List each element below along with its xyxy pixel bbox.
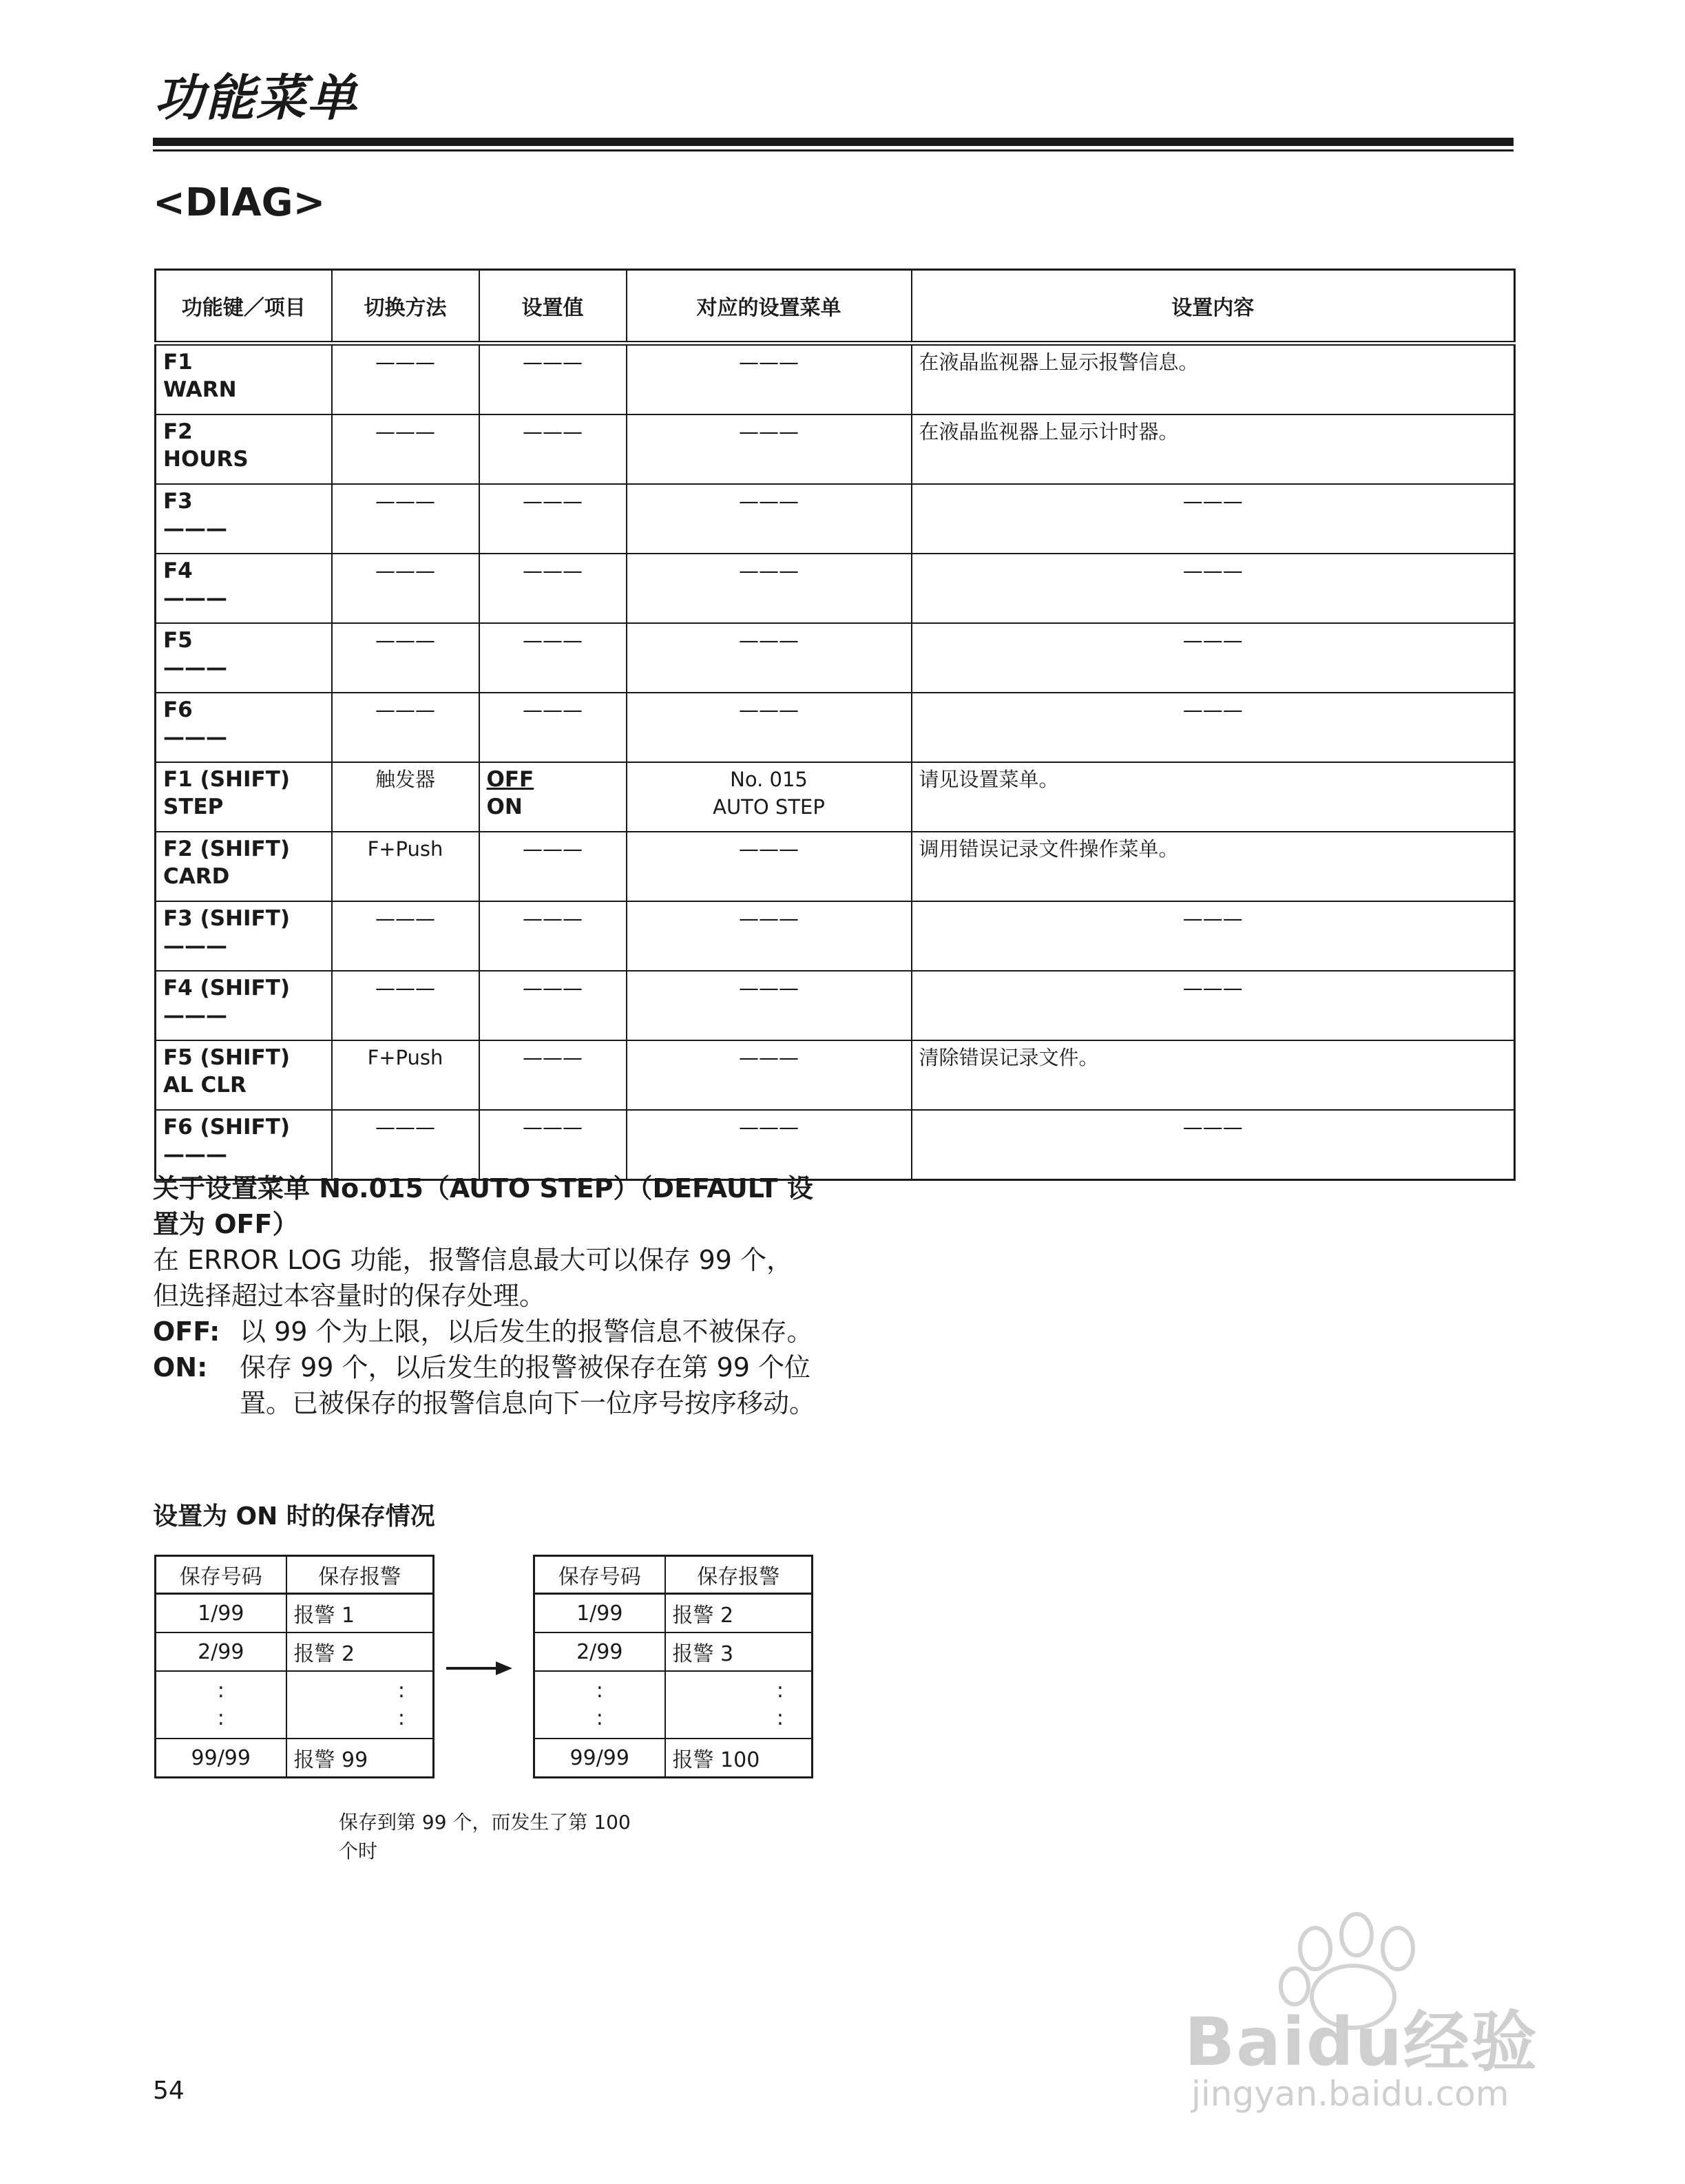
auto-step-note [153,1170,841,1421]
header-method: 切换方法 [332,270,479,344]
cell-key [156,1110,332,1180]
cell-value-text: ——— [523,350,583,374]
cell-dots [665,1671,813,1739]
cell-method [332,554,479,623]
cell-method-text: F+Push [367,837,443,861]
cell-menu-text: ——— [739,490,799,513]
cell-menu-text: ——— [739,976,799,1000]
note-body-line2: 但选择超过本容量时的保存处理。 [153,1281,546,1311]
page-number: 54 [153,2077,185,2105]
cell-content [912,484,1515,554]
cell-alarm: 报警 1 [286,1594,434,1633]
header-content: 设置内容 [912,270,1515,344]
cell-num: 2/99 [534,1632,665,1671]
watermark-url: jingyan.baidu.com [1191,2074,1509,2114]
cell-method [332,623,479,693]
header-menu: 对应的设置菜单 [627,270,912,344]
table-row [156,554,1515,623]
cell-key-text: F6 (SHIFT) [163,1115,291,1140]
cell-value [479,901,627,971]
on-text-line1: 保存 99 个，以后发生的报警被保存在第 99 个位 [240,1352,811,1383]
cell-key-text: ——— [163,516,227,541]
cell-menu [627,1110,912,1180]
cell-method-text: 触发器 [375,768,435,791]
cell-key-text: ——— [163,725,227,750]
cell-key-text: F4 [163,558,193,583]
cell-content [912,1110,1515,1180]
table-row [534,1594,813,1633]
cell-menu-text: ——— [739,1046,799,1069]
caption-line2: 个时 [339,1840,378,1862]
dots-line: : [776,1706,784,1730]
table-header-row [156,1556,434,1594]
ellipsis-row [534,1671,813,1739]
cell-num: 99/99 [534,1739,665,1778]
cell-value-text: ——— [523,559,583,582]
cell-key-text: F4 (SHIFT) [163,976,291,1000]
note-body-line1: 在 ERROR LOG 功能，报警信息最大可以保存 99 个， [153,1245,793,1275]
on-text-line2: 置。已被保存的报警信息向下一位序号按序移动。 [240,1388,816,1418]
cell-content [912,971,1515,1040]
cell-key [156,762,332,832]
cell-content [912,623,1515,693]
header-alarm: 保存报警 [286,1556,434,1594]
cell-value-text: ——— [523,1115,583,1139]
cell-method [332,1110,479,1180]
cell-value-text: OFF [486,767,534,792]
header-key: 功能键／项目 [156,270,332,344]
on-label: ON: [153,1352,208,1383]
header-value: 设置值 [479,270,627,344]
cell-method [332,832,479,901]
dots-line: : [217,1679,224,1703]
cell-content [912,693,1515,762]
cell-key-text: AL CLR [163,1073,247,1098]
table-row [156,414,1515,484]
cell-menu [627,554,912,623]
table-row [156,1739,434,1778]
cell-value [479,832,627,901]
baidu-watermark [1184,1900,1570,2121]
table-row [156,344,1515,415]
cell-key [156,693,332,762]
cell-content [912,554,1515,623]
cell-content-text: ——— [1182,907,1243,930]
cell-method-text: ——— [375,420,435,443]
page-title: 功能菜单 [154,69,359,127]
cell-value-text: ——— [523,420,583,443]
cell-num: 1/99 [156,1594,286,1633]
ellipsis-row [156,1671,434,1739]
cell-method-text: ——— [375,350,435,374]
cell-content-text: 在液晶监视器上显示报警信息。 [919,350,1199,374]
cell-key-text: ——— [163,1142,227,1167]
cell-content-text: ——— [1182,629,1243,652]
cell-method-text: ——— [375,629,435,652]
cell-content-text: ——— [1182,1115,1243,1139]
header-rule-thin [153,149,1514,151]
cell-content [912,1040,1515,1110]
dots-line: : [217,1706,224,1730]
cell-key-text: F5 (SHIFT) [163,1045,291,1070]
table-header-row [534,1556,813,1594]
cell-content-text: ——— [1182,976,1243,1000]
cell-key-text: HOURS [163,447,249,472]
cell-key-text: F1 (SHIFT) [163,767,291,792]
cell-key-text: F6 [163,697,193,722]
cell-value [479,344,627,415]
cell-alarm: 报警 99 [286,1739,434,1778]
storage-caption [339,1808,631,1866]
dots-line: : [596,1706,603,1730]
cell-key-text: F1 [163,350,193,375]
cell-method [332,484,479,554]
table-row [534,1632,813,1671]
section-heading: <DIAG> [153,180,326,225]
cell-value [479,484,627,554]
caption-line1: 保存到第 99 个，而发生了第 100 [339,1811,631,1834]
cell-method [332,901,479,971]
cell-menu [627,762,912,832]
cell-content-text: ——— [1182,698,1243,722]
cell-value [479,1040,627,1110]
cell-value-text: ——— [523,698,583,722]
cell-alarm: 报警 2 [286,1632,434,1671]
cell-value-text: ——— [523,976,583,1000]
cell-key [156,484,332,554]
cell-menu-text: ——— [739,629,799,652]
cell-method [332,414,479,484]
cell-value [479,554,627,623]
cell-menu-text: ——— [739,1115,799,1139]
cell-menu-text: ——— [739,907,799,930]
cell-menu [627,693,912,762]
table-row [156,832,1515,901]
cell-method-text: F+Push [367,1046,443,1069]
cell-method-text: ——— [375,490,435,513]
cell-value-text: ——— [523,837,583,861]
cell-content [912,414,1515,484]
cell-alarm: 报警 100 [665,1739,813,1778]
cell-num: 99/99 [156,1739,286,1778]
cell-menu [627,623,912,693]
table-row [156,971,1515,1040]
cell-menu [627,484,912,554]
cell-method-text: ——— [375,976,435,1000]
cell-content-text: 清除错误记录文件。 [919,1046,1099,1069]
cell-alarm: 报警 3 [665,1632,813,1671]
cell-value [479,623,627,693]
cell-content-text: 在液晶监视器上显示计时器。 [919,420,1179,443]
table-row [156,623,1515,693]
header-num: 保存号码 [534,1556,665,1594]
note-off [153,1314,841,1350]
cell-key-text: F3 [163,489,193,514]
off-label: OFF: [153,1316,220,1347]
cell-key [156,1040,332,1110]
cell-menu [627,1040,912,1110]
table-row [156,1632,434,1671]
table-row [156,1110,1515,1180]
cell-dots [156,1671,286,1739]
cell-value [479,971,627,1040]
cell-key-text: ——— [163,586,227,611]
cell-value-text: ——— [523,490,583,513]
cell-value [479,693,627,762]
table-body [156,344,1515,1180]
cell-method [332,344,479,415]
cell-value-text: ——— [523,629,583,652]
dots-line: : [397,1706,405,1730]
cell-key [156,971,332,1040]
cell-menu-text: ——— [739,559,799,582]
cell-menu-text: No. 015 [730,768,808,791]
cell-content-text: 请见设置菜单。 [919,768,1059,791]
cell-dots [286,1671,434,1739]
cell-method [332,693,479,762]
note-title-line2: 置为 OFF） [153,1209,299,1239]
header-rule-thick [153,138,1514,146]
note-title-line1: 关于设置菜单 No.015（AUTO STEP）（DEFAULT 设 [153,1173,813,1204]
cell-key-text: ——— [163,655,227,680]
storage-table-after [533,1555,813,1778]
cell-key [156,832,332,901]
watermark-brand: Baidu经验 [1184,2004,1538,2081]
storage-table-before [154,1555,435,1778]
off-text: 以 99 个为上限，以后发生的报警信息不被保存。 [240,1316,813,1347]
header-alarm: 保存报警 [665,1556,813,1594]
cell-menu-text: ——— [739,698,799,722]
table-row [156,1040,1515,1110]
cell-key-text: F3 (SHIFT) [163,906,291,931]
cell-alarm: 报警 2 [665,1594,813,1633]
cell-value-text: ON [486,795,523,819]
cell-menu [627,901,912,971]
cell-key [156,623,332,693]
cell-menu [627,971,912,1040]
cell-method-text: ——— [375,907,435,930]
table-header-row [156,270,1515,344]
table-row [534,1739,813,1778]
cell-method [332,971,479,1040]
cell-key-text: STEP [163,795,224,819]
cell-content [912,344,1515,415]
cell-menu-text: ——— [739,837,799,861]
cell-key-text: ——— [163,1003,227,1028]
function-key-table [154,269,1516,1181]
cell-menu-text: AUTO STEP [713,795,825,819]
cell-num: 1/99 [534,1594,665,1633]
header-num: 保存号码 [156,1556,286,1594]
cell-value-text: ——— [523,1046,583,1069]
note-on [153,1350,841,1421]
cell-value [479,414,627,484]
cell-menu [627,832,912,901]
cell-key-text: WARN [163,377,237,402]
cell-method-text: ——— [375,1115,435,1139]
cell-key-text: F2 (SHIFT) [163,837,291,861]
cell-menu-text: ——— [739,350,799,374]
cell-value [479,762,627,832]
cell-menu-text: ——— [739,420,799,443]
storage-title: 设置为 ON 时的保存情况 [153,1502,435,1531]
cell-method [332,1040,479,1110]
cell-content [912,901,1515,971]
cell-key [156,901,332,971]
cell-content [912,832,1515,901]
cell-content [912,762,1515,832]
table-row [156,1594,434,1633]
cell-key-text: F2 [163,419,193,444]
cell-method [332,762,479,832]
cell-key [156,414,332,484]
cell-content-text: ——— [1182,490,1243,513]
cell-method-text: ——— [375,559,435,582]
dots-line: : [397,1679,405,1703]
cell-key [156,554,332,623]
table-row [156,901,1515,971]
cell-num: 2/99 [156,1632,286,1671]
cell-key [156,344,332,415]
cell-key-text: F5 [163,628,193,653]
cell-value [479,1110,627,1180]
cell-menu [627,414,912,484]
cell-method-text: ——— [375,698,435,722]
cell-key-text: ——— [163,934,227,958]
cell-content-text: 调用错误记录文件操作菜单。 [919,837,1179,861]
cell-content-text: ——— [1182,559,1243,582]
cell-dots [534,1671,665,1739]
table-row [156,762,1515,832]
dots-line: : [776,1679,784,1703]
dots-line: : [596,1679,603,1703]
cell-menu [627,344,912,415]
cell-key-text: CARD [163,864,230,889]
table-row [156,693,1515,762]
arrow-right-icon [445,1658,514,1679]
cell-value-text: ——— [523,907,583,930]
table-row [156,484,1515,554]
